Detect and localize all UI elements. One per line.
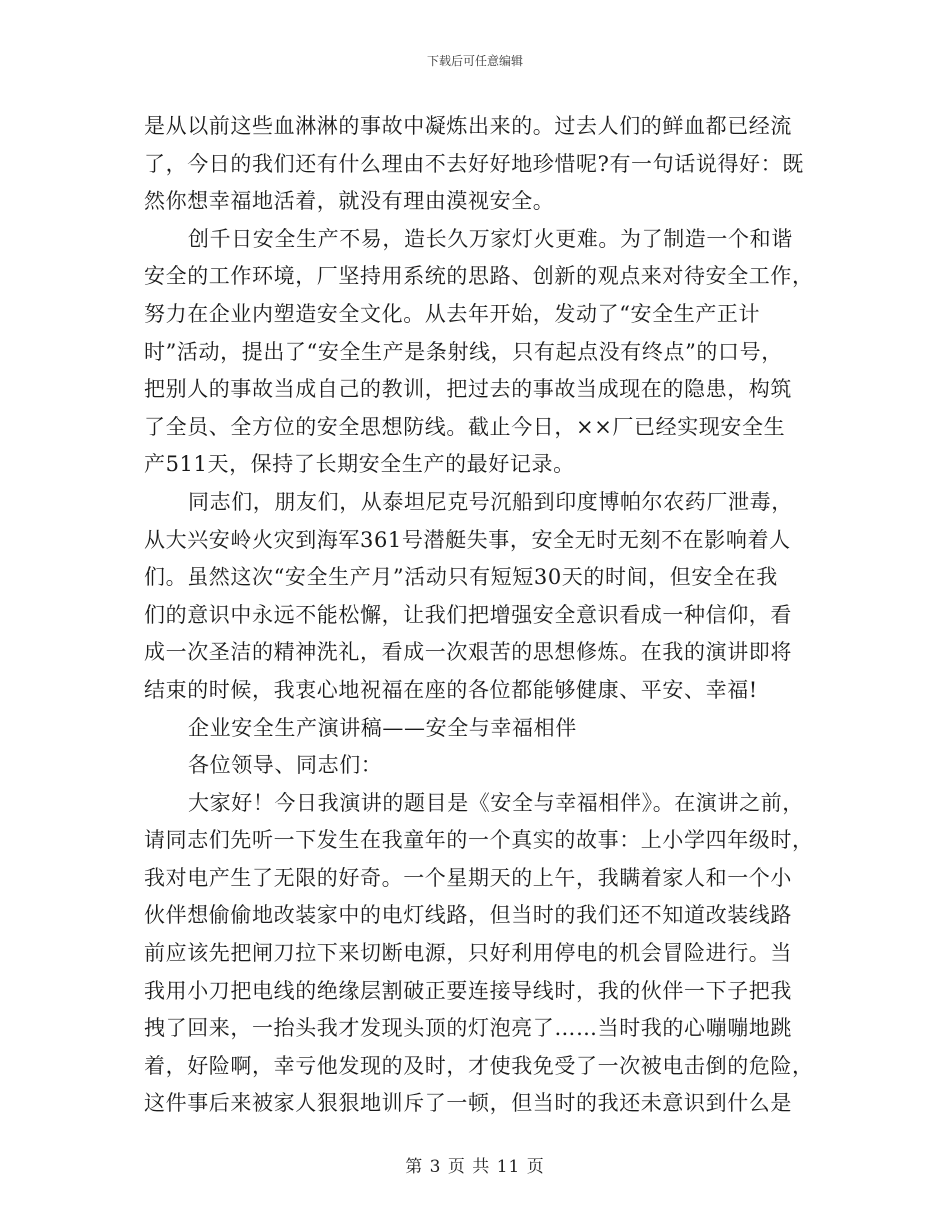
text-line: 前应该先把闸刀拉下来切断电源，只好利用停电的机会冒险进行。当 <box>144 941 792 966</box>
text-line: 同志们，朋友们，从泰坦尼克号沉船到印度博帕尔农药厂泄毒， <box>188 489 793 514</box>
text-line: 这件事后来被家人狠狠地训斥了一顿，但当时的我还未意识到什么是 <box>144 1091 792 1116</box>
page-header: 下载后可任意编辑 <box>426 54 523 68</box>
text-line: 从大兴安岭火灾到海军361号潜艇失事，安全无时无刻不在影响着人 <box>144 527 791 552</box>
text-line: 成一次圣洁的精神洗礼，看成一次艰苦的思想修炼。在我的演讲即将 <box>144 640 792 665</box>
text-line: 大家好！今日我演讲的题目是《安全与幸福相伴》。在演讲之前， <box>188 790 804 815</box>
text-line: 我对电产生了无限的好奇。一个星期天的上午，我瞒着家人和一个小 <box>144 865 792 890</box>
text-line: 创千日安全生产不易，造长久万家灯火更难。为了制造一个和谐 <box>188 226 793 251</box>
text-line: 伙伴想偷偷地改装家中的电灯线路，但当时的我们还不知道改装线路 <box>144 903 792 928</box>
text-line: 了，今日的我们还有什么理由不去好好地珍惜呢?有一句话说得好：既 <box>144 151 804 176</box>
text-line: 时”活动，提出了“安全生产是条射线，只有起点没有终点”的口号， <box>144 339 783 364</box>
text-line: 努力在企业内塑造安全文化。从去年开始，发动了“安全生产正计 <box>144 301 761 326</box>
text-line: 然你想幸福地活着，就没有理由漠视安全。 <box>144 189 555 214</box>
text-line: 我用小刀把电线的绝缘层割破正要连接导线时，我的伙伴一下子把我 <box>144 978 792 1003</box>
text-line: 们。虽然这次“安全生产月”活动只有短短30天的时间，但安全在我 <box>144 565 778 590</box>
text-line: 把别人的事故当成自己的教训，把过去的事故当成现在的隐患，构筑 <box>144 377 792 402</box>
text-line: 拽了回来，一抬头我才发现头顶的灯泡亮了……当时我的心嘣嘣地跳 <box>144 1016 792 1041</box>
text-line: 产511天，保持了长期安全生产的最好记录。 <box>144 452 575 477</box>
text-line: 是从以前这些血淋淋的事故中凝炼出来的。过去人们的鲜血都已经流 <box>144 114 792 138</box>
text-line: 们的意识中永远不能松懈，让我们把增强安全意识看成一种信仰，看 <box>144 602 792 627</box>
page-footer: 第 3 页 共 11 页 <box>405 1157 545 1177</box>
text-line: 着，好险啊，幸亏他发现的及时，才使我免受了一次被电击倒的危险， <box>144 1053 814 1078</box>
text-line: 请同志们先听一下发生在我童年的一个真实的故事：上小学四年级时， <box>144 828 814 853</box>
text-line: 各位领导、同志们： <box>188 753 383 778</box>
text-line: 安全的工作环境，厂坚持用系统的思路、创新的观点来对待安全工作， <box>144 264 814 289</box>
text-line: 企业安全生产演讲稿——安全与幸福相伴 <box>188 715 577 740</box>
text-line: 结束的时候，我衷心地祝福在座的各位都能够健康、平安、幸福! <box>144 677 758 702</box>
text-line: 了全员、全方位的安全思想防线。截止今日，××厂已经实现安全生 <box>144 414 786 439</box>
document-body <box>144 108 814 1123</box>
